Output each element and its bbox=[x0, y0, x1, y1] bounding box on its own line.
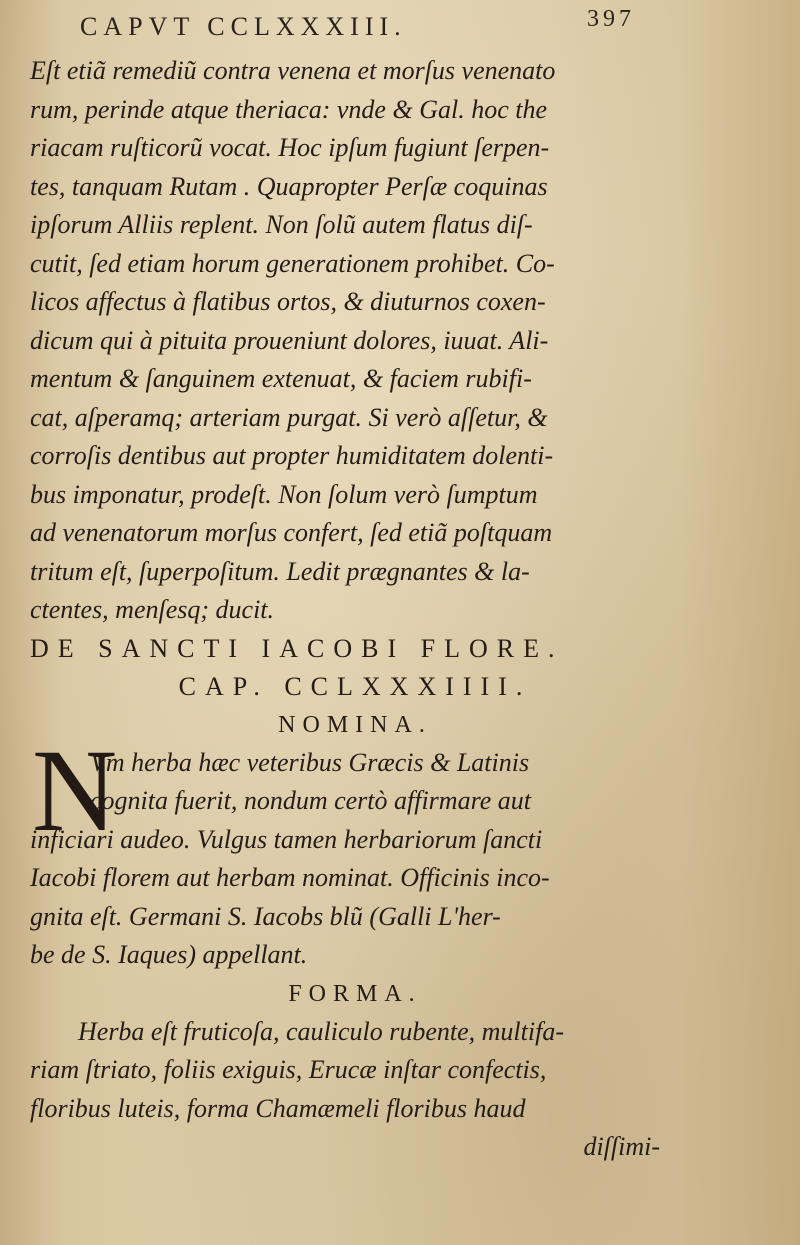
text-line: riacam ruſticorũ vocat. Hoc ipſum fugiunt ſerpen- bbox=[30, 133, 550, 162]
text-line: rum, perinde atque theriaca: vnde & Gal. hoc the bbox=[30, 94, 547, 124]
section-heading-nomina: NOMINA. bbox=[278, 711, 432, 738]
text-line: tes, tanquam Rutam . Quapropter Perſæ coquinas bbox=[30, 171, 548, 201]
text-line: Vm herba hæc veteribus Græcis & Latinis bbox=[90, 747, 530, 777]
section-heading-forma: FORMA. bbox=[288, 980, 422, 1007]
text-line: ctentes, menſesq; ducit. bbox=[30, 595, 275, 624]
text-line: be de S. Iaques) appellant. bbox=[30, 940, 308, 969]
paragraph-allium-virtues bbox=[30, 52, 680, 630]
text-line: corroſis dentibus aut propter humiditatem dolenti- bbox=[30, 441, 554, 470]
text-line: floribus luteis, forma Chamæmeli floribus haud bbox=[30, 1093, 526, 1123]
drop-cap: N bbox=[32, 724, 118, 856]
chapter-number: CAP. CCLXXXIIII. bbox=[178, 671, 532, 701]
text-line: bus imponatur, prodeſt. Non ſolum verò ſumptum bbox=[30, 479, 538, 509]
text-line: riam ſtriato, foliis exiguis, Erucæ inſtar confectis, bbox=[30, 1055, 547, 1084]
text-line: inficiari audeo. Vulgus tamen herbariorum ſancti bbox=[30, 824, 543, 854]
paragraph-nomina bbox=[30, 724, 680, 975]
text-line: mentum & ſanguinem extenuat, & faciem rubifi- bbox=[30, 364, 532, 393]
page-number: 397 bbox=[587, 6, 635, 32]
text-line: cutit, ſed etiam horum generationem prohibet. Co- bbox=[30, 248, 555, 278]
text-line: dicum qui à pituita proueniunt dolores, iuuat. Ali- bbox=[30, 325, 549, 355]
text-line: Herba eſt fruticoſa, cauliculo rubente, multifa- bbox=[78, 1016, 564, 1046]
text-line: Eſt etiã remediũ contra venena et morſus venenato bbox=[30, 56, 556, 85]
text-line: ad venenatorum morſus confert, ſed etiã poſtquam bbox=[30, 518, 553, 547]
paragraph-forma bbox=[30, 1013, 680, 1167]
text-line: tritum eſt, ſuperpoſitum. Ledit prægnantes & la- bbox=[30, 556, 530, 586]
running-title: CAPVT CCLXXXIII. bbox=[80, 12, 407, 41]
text-line: Iacobi florem aut herbam nominat. Officinis inco- bbox=[30, 863, 550, 892]
text-line: cognita fuerit, nondum certò affirmare aut bbox=[90, 786, 531, 815]
page-header bbox=[80, 6, 660, 46]
main-text bbox=[30, 52, 680, 1167]
text-line: licos affectus à flatibus ortos, & diuturnos coxen- bbox=[30, 287, 546, 316]
catchword: diſſimi- bbox=[583, 1132, 660, 1161]
chapter-title: DE SANCTI IACOBI FLORE. bbox=[30, 633, 564, 663]
text-line: gnita eſt. Germani S. Iacobs blũ (Galli L'her- bbox=[30, 901, 501, 931]
text-line: ipſorum Alliis replent. Non ſolũ autem flatus diſ- bbox=[30, 210, 533, 239]
text-line: cat, aſperamq; arteriam purgat. Si verò aſſetur, & bbox=[30, 402, 548, 432]
